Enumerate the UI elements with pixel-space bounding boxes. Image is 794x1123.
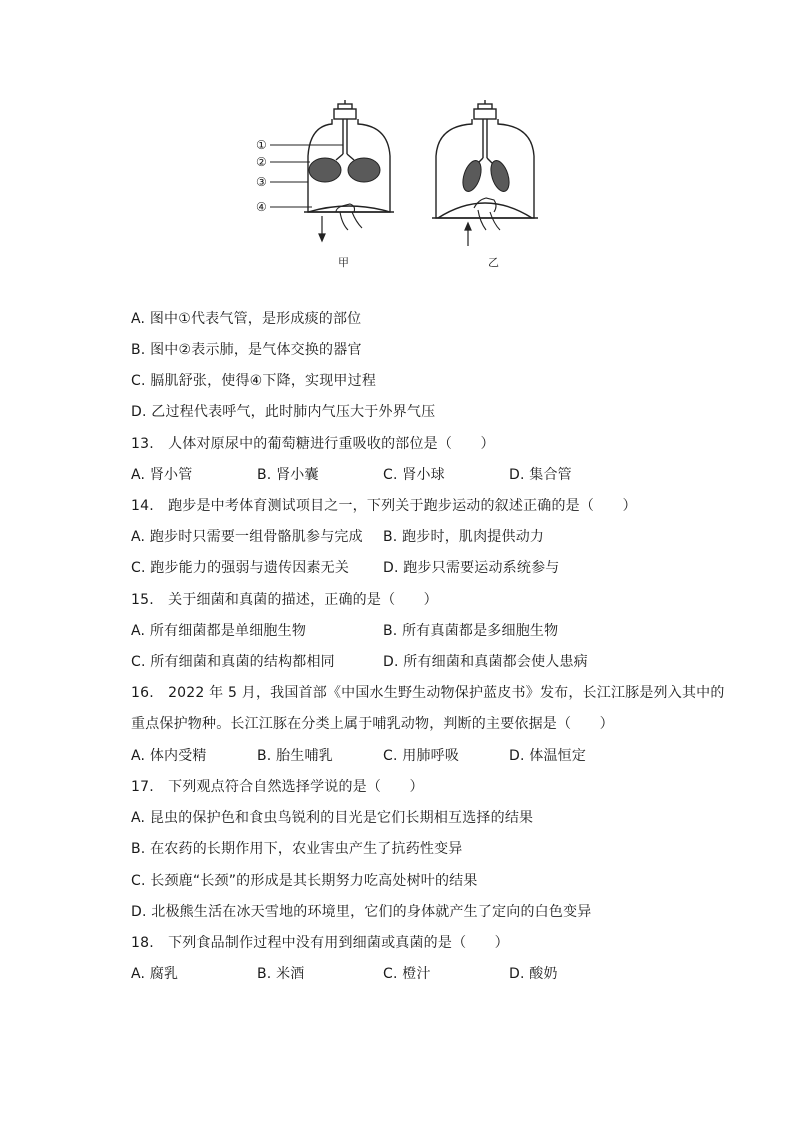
q12-option-b: B. 图中②表示肺，是气体交换的器官 (131, 342, 362, 358)
q18-option-d: D. 酸奶 (509, 966, 558, 982)
callout-4: ④ (256, 200, 267, 214)
q14-stem: 14. 跑步是中考体育测试项目之一，下列关于跑步运动的叙述正确的是（ ） (131, 498, 637, 514)
q15-option-b: B. 所有真菌都是多细胞生物 (383, 623, 559, 639)
q13-option-d: D. 集合管 (509, 467, 572, 483)
q16-option-a: A. 体内受精 (131, 748, 207, 764)
q16-option-c: C. 用肺呼吸 (383, 748, 460, 764)
arrow-up-icon (465, 223, 471, 246)
respiration-model-figure (250, 96, 540, 276)
q17-option-c: C. 长颈鹿“长颈”的形成是其长期努力吃高处树叶的结果 (131, 873, 478, 889)
caption-left: 甲 (338, 256, 349, 269)
q18-option-c: C. 橙汁 (383, 966, 431, 982)
q14-option-b: B. 跑步时，肌肉提供动力 (383, 529, 545, 545)
q13-option-b: B. 肾小囊 (257, 467, 319, 483)
q18-stem: 18. 下列食品制作过程中没有用到细菌或真菌的是（ ） (131, 935, 509, 951)
q14-option-d: D. 跑步只需要运动系统参与 (383, 560, 560, 576)
q13-stem: 13. 人体对原尿中的葡萄糖进行重吸收的部位是（ ） (131, 436, 495, 452)
arrow-down-icon (319, 216, 325, 241)
q13-option-a: A. 肾小管 (131, 467, 193, 483)
q14-option-a: A. 跑步时只需要一组骨骼肌参与完成 (131, 529, 363, 545)
q17-option-a: A. 昆虫的保护色和食虫鸟锐利的目光是它们长期相互选择的结果 (131, 810, 534, 826)
q16-stem-line2: 重点保护物种。长江江豚在分类上属于哺乳动物，判断的主要依据是（ ） (131, 716, 614, 732)
q18-option-b: B. 米酒 (257, 966, 305, 982)
q16-option-d: D. 体温恒定 (509, 748, 587, 764)
q14-option-c: C. 跑步能力的强弱与遗传因素无关 (131, 560, 350, 576)
bell-jar-diagram (250, 96, 540, 276)
q13-option-c: C. 肾小球 (383, 467, 445, 483)
q16-option-b: B. 胎生哺乳 (257, 748, 333, 764)
q15-option-c: C. 所有细菌和真菌的结构都相同 (131, 654, 335, 670)
q17-stem: 17. 下列观点符合自然选择学说的是（ ） (131, 779, 424, 795)
q15-option-d: D. 所有细菌和真菌都会使人患病 (383, 654, 588, 670)
q12-option-a: A. 图中①代表气管，是形成痰的部位 (131, 311, 362, 327)
q12-option-c: C. 膈肌舒张，使得④下降，实现甲过程 (131, 373, 377, 389)
q12-option-d: D. 乙过程代表呼气，此时肺内气压大于外界气压 (131, 404, 436, 420)
q18-option-a: A. 腐乳 (131, 966, 179, 982)
q15-option-a: A. 所有细菌都是单细胞生物 (131, 623, 307, 639)
jar-right (432, 100, 538, 218)
callout-2: ② (256, 155, 267, 169)
caption-right: 乙 (488, 256, 499, 269)
q17-option-d: D. 北极熊生活在冰天雪地的环境里，它们的身体就产生了定向的白色变异 (131, 904, 592, 920)
q15-stem: 15. 关于细菌和真菌的描述，正确的是（ ） (131, 592, 438, 608)
jar-left (304, 100, 394, 212)
callout-1: ① (256, 138, 267, 152)
hand-left (336, 204, 362, 230)
q16-stem-line1: 16. 2022 年 5 月，我国首部《中国水生野生动物保护蓝皮书》发布，长江江豚是列入其中的 (131, 685, 725, 701)
q17-option-b: B. 在农药的长期作用下，农业害虫产生了抗药性变异 (131, 841, 463, 857)
callout-3: ③ (256, 175, 267, 189)
